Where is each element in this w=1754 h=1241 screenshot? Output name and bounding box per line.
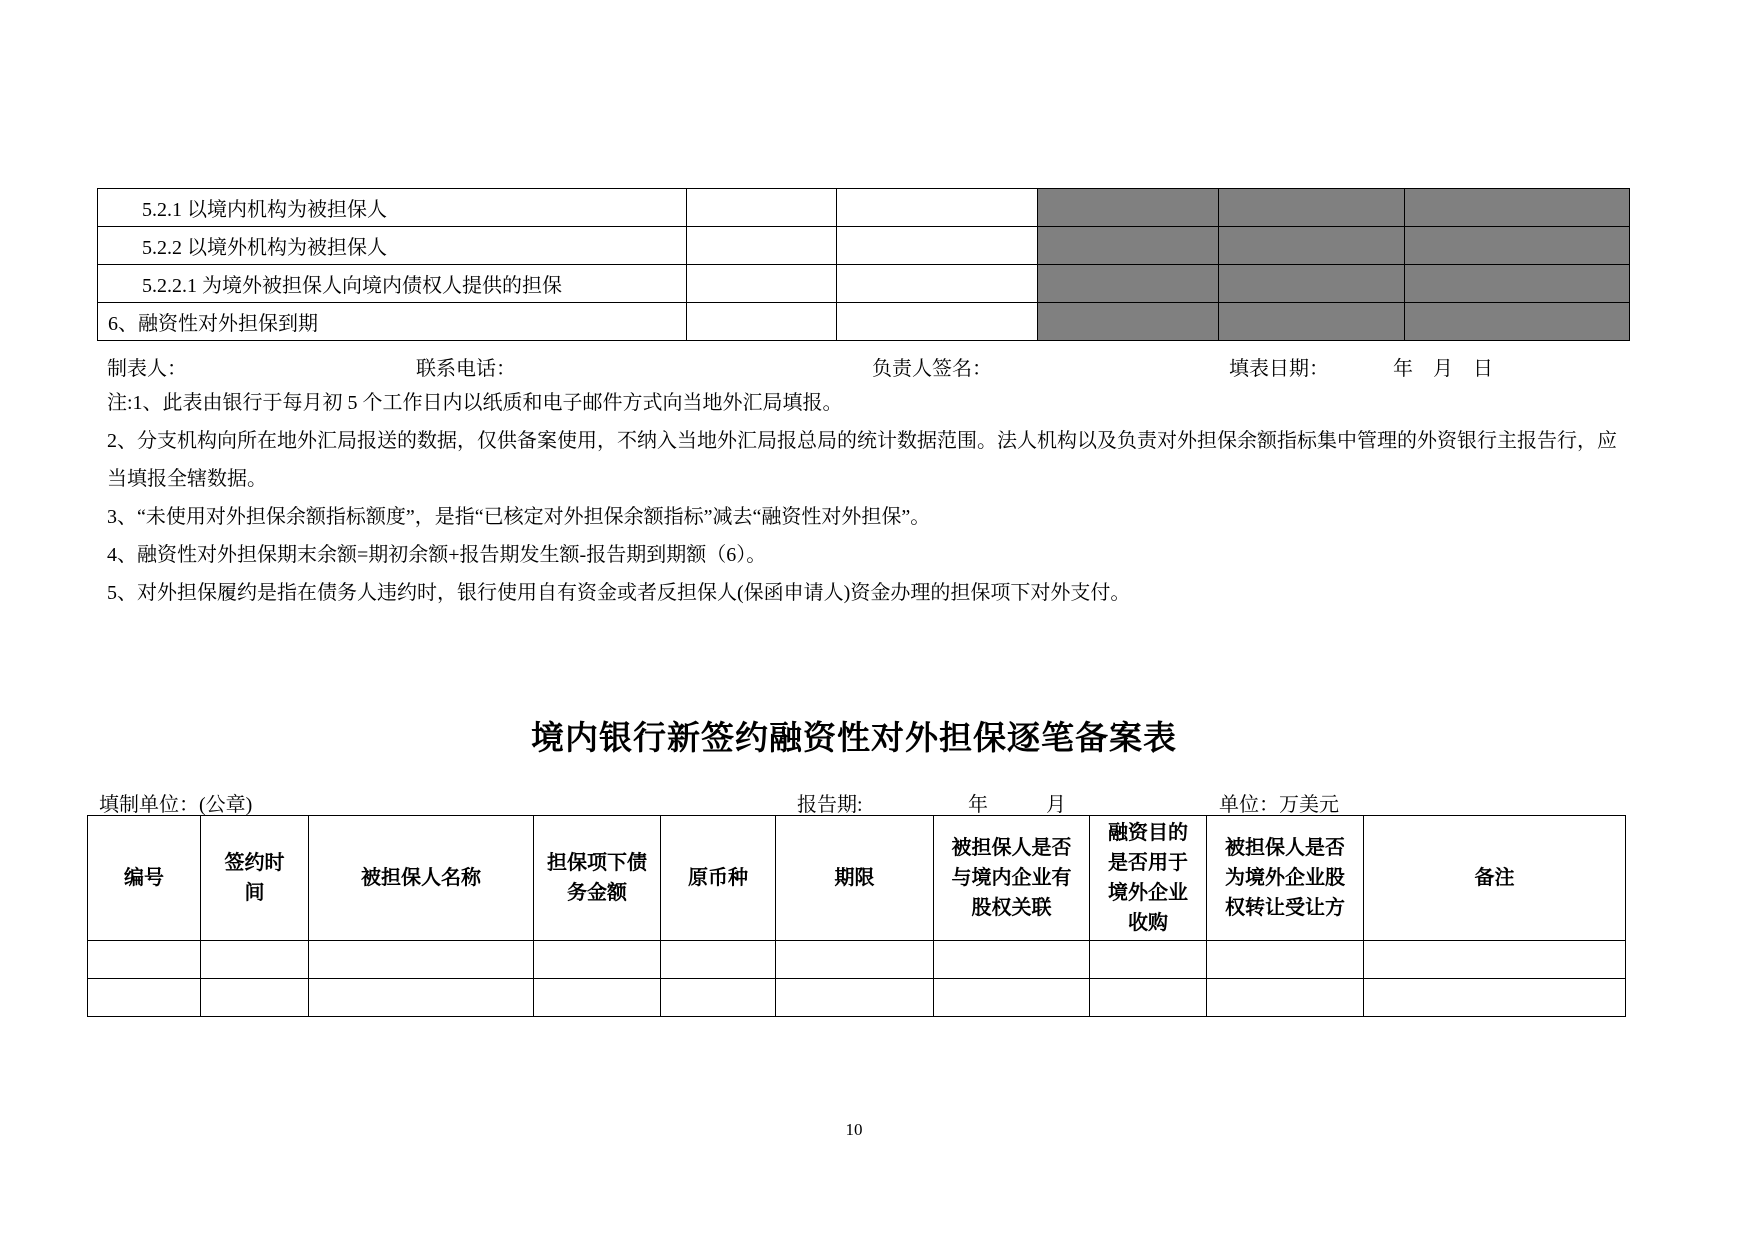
table-row [98,227,1630,265]
preparer-label: 制表人： [107,358,187,380]
shaded-cell [1405,303,1630,341]
data-cell[interactable] [1207,979,1364,1017]
note-item: 2、分支机构向所在地外汇局报送的数据，仅供备案使用，不纳入当地外汇局报总局的统计数据范围。法人机构以及负责对外担保余额指标集中管理的外资银行主报告行，应当填报全辖数据。 [107,430,1617,490]
form-title: 境内银行新签约融资性对外担保逐笔备案表 [531,721,1177,757]
supervisor-signature-label: 负责人签名： [872,358,992,380]
note-item: 5、对外担保履约是指在债务人违约时，银行使用自有资金或者反担保人(保函申请人)资金办理的担保项下对外支付。 [107,582,1131,604]
period-year-label: 年 [968,794,988,816]
column-header: 被担保人是否与境内企业有股权关联 [934,816,1090,941]
data-cell[interactable] [776,941,934,979]
fill-date-label: 填表日期： [1229,358,1329,380]
shaded-cell [1038,265,1219,303]
shaded-cell [1038,303,1219,341]
filling-unit-label: 填制单位：(公章) [99,794,253,816]
shaded-cell [1219,189,1405,227]
column-header: 原币种 [661,816,776,941]
row-label: 5.2.2 以境外机构为被担保人 [98,227,687,265]
column-header: 编号 [88,816,201,941]
shaded-cell [1405,189,1630,227]
note-item: 4、融资性对外担保期末余额=期初余额+报告期发生额-报告期到期额（6）。 [107,544,767,566]
data-cell[interactable] [309,979,534,1017]
shaded-cell [1405,265,1630,303]
data-cell[interactable] [88,941,201,979]
data-cell[interactable] [687,227,837,265]
data-cell[interactable] [1207,941,1364,979]
data-cell[interactable] [687,265,837,303]
shaded-cell [1405,227,1630,265]
data-cell[interactable] [88,979,201,1017]
data-cell[interactable] [934,979,1090,1017]
data-cell[interactable] [534,941,661,979]
data-cell[interactable] [1090,979,1207,1017]
column-header: 融资目的是否用于境外企业收购 [1090,816,1207,941]
phone-label: 联系电话： [416,358,516,380]
shaded-cell [1219,227,1405,265]
table-row [88,941,1626,979]
data-cell[interactable] [201,941,309,979]
column-header: 担保项下债务金额 [534,816,661,941]
data-cell[interactable] [1364,941,1626,979]
currency-unit-label: 单位：万美元 [1219,794,1339,816]
column-header: 被担保人是否为境外企业股权转让受让方 [1207,816,1364,941]
data-cell[interactable] [1090,941,1207,979]
data-cell[interactable] [837,265,1038,303]
period-month-label: 月 [1046,794,1066,816]
data-cell[interactable] [837,227,1038,265]
shaded-cell [1038,227,1219,265]
column-header: 备注 [1364,816,1626,941]
page-number: 10 [845,1120,863,1139]
data-cell[interactable] [837,189,1038,227]
guarantee-filing-table [87,815,1626,1017]
report-period-label: 报告期: [797,794,863,816]
column-header: 签约时间 [201,816,309,941]
column-header: 被担保人名称 [309,816,534,941]
data-cell[interactable] [776,979,934,1017]
data-cell[interactable] [661,979,776,1017]
notes-section [107,384,1632,612]
row-label: 5.2.1 以境内机构为被担保人 [98,189,687,227]
data-cell[interactable] [687,189,837,227]
column-header: 期限 [776,816,934,941]
note-item: 3、“未使用对外担保余额指标额度”，是指“已核定对外担保余额指标”减去“融资性对外担保”。 [107,506,931,528]
row-label: 5.2.2.1 为境外被担保人向境内债权人提供的担保 [98,265,687,303]
shaded-cell [1219,265,1405,303]
guarantee-summary-table [97,188,1630,341]
data-cell[interactable] [1364,979,1626,1017]
table-row [98,265,1630,303]
row-label: 6、融资性对外担保到期 [98,303,687,341]
shaded-cell [1219,303,1405,341]
data-cell[interactable] [687,303,837,341]
table-row [98,303,1630,341]
data-cell[interactable] [201,979,309,1017]
data-cell[interactable] [309,941,534,979]
table-header-row [88,816,1626,941]
data-cell[interactable] [837,303,1038,341]
data-cell[interactable] [534,979,661,1017]
shaded-cell [1038,189,1219,227]
data-cell[interactable] [661,941,776,979]
date-units: 年 月 日 [1393,358,1493,380]
table-row [98,189,1630,227]
table-row [88,979,1626,1017]
data-cell[interactable] [934,941,1090,979]
note-item: 注:1、此表由银行于每月初 5 个工作日内以纸质和电子邮件方式向当地外汇局填报。 [107,392,843,414]
